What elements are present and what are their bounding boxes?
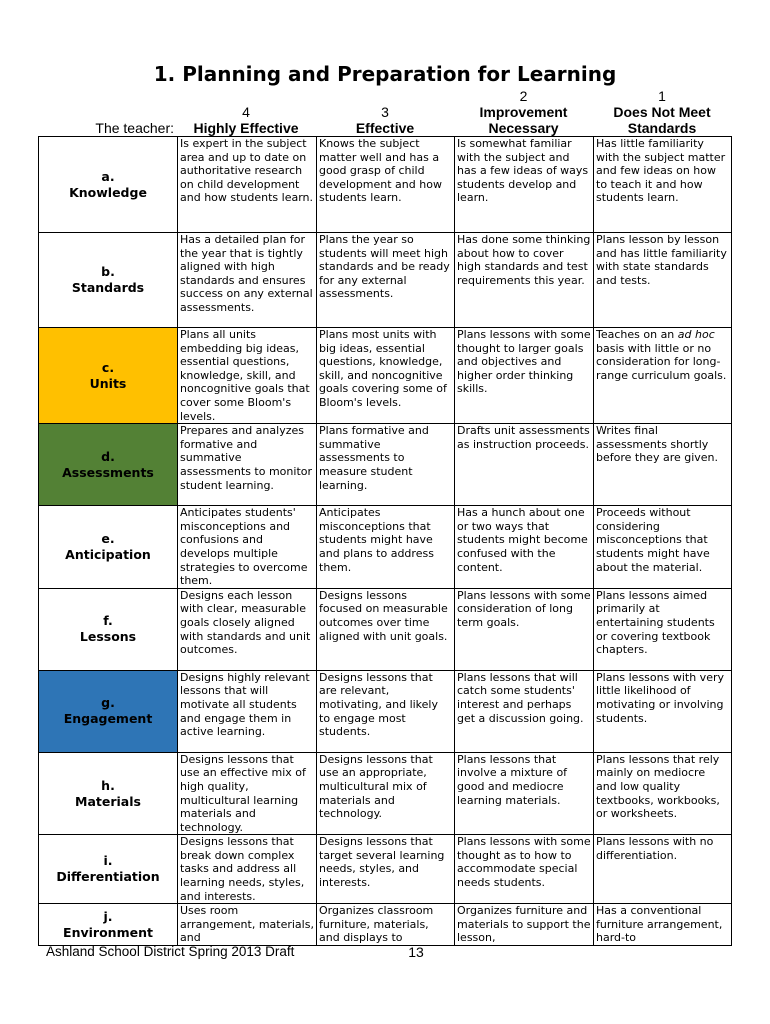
cell-does-not-meet: Proceeds without considering misconceptions that students might have about the material. [594, 506, 732, 589]
cell-highly-effective: Designs lessons that use an effective mix of high quality, multicultural learning materials and technology. [178, 752, 317, 835]
teacher-label: The teacher: [95, 120, 174, 136]
cell-does-not-meet: Writes final assessments shortly before they are given. [594, 424, 732, 506]
cell-improvement-necessary: Plans lessons with some thought as to how to accommodate special needs students. [455, 835, 594, 904]
cell-highly-effective: Designs highly relevant lessons that will motivate all students and engage them in active learning. [178, 670, 317, 752]
footer-district-label: Ashland School District Spring 2013 Draft [46, 944, 295, 959]
cell-does-not-meet: Plans lessons that rely mainly on mediocre and low quality textbooks, workbooks, or worksheets. [594, 752, 732, 835]
cell-does-not-meet: Plans lesson by lesson and has little familiarity with state standards and tests. [594, 233, 732, 328]
cell-effective: Anticipates misconceptions that students might have and plans to address them. [317, 506, 455, 589]
column-level: 1 [658, 88, 666, 104]
cell-highly-effective: Anticipates students' misconceptions and confusions and develops multiple strategies to overcome them. [178, 506, 317, 589]
column-level: 3 [381, 104, 389, 120]
cell-effective: Designs lessons that are relevant, motivating, and likely to engage most students. [317, 670, 455, 752]
criterion-knowledge: a. Knowledge [39, 137, 178, 233]
column-header-effective [316, 88, 454, 136]
criterion-environment: j. Environment [39, 904, 178, 946]
criterion-differentiation: i. Differentiation [39, 835, 178, 904]
table-row [39, 137, 732, 233]
table-row [39, 670, 732, 752]
table-row [39, 424, 732, 506]
table-row [39, 233, 732, 328]
table-row [39, 752, 732, 835]
cell-does-not-meet: Teaches on an ad hoc basis with little or no consideration for long-range curriculum goals. [594, 328, 732, 424]
table-row [39, 328, 732, 424]
column-name: Does Not Meet Standards [613, 104, 711, 136]
criterion-engagement: g. Engagement [39, 670, 178, 752]
rubric-table [38, 136, 732, 946]
table-row [39, 904, 732, 946]
cell-effective: Organizes classroom furniture, materials, and displays to [317, 904, 455, 946]
cell-improvement-necessary: Plans lessons with some thought to larger goals and objectives and higher order thinking skills. [455, 328, 594, 424]
table-row [39, 588, 732, 670]
criterion-assessments: d. Assessments [39, 424, 178, 506]
cell-improvement-necessary: Drafts unit assessments as instruction proceeds. [455, 424, 594, 506]
cell-effective: Designs lessons focused on measurable outcomes over time aligned with unit goals. [317, 588, 455, 670]
cell-improvement-necessary: Has a hunch about one or two ways that students might become confused with the content. [455, 506, 594, 589]
cell-improvement-necessary: Plans lessons with some consideration of long term goals. [455, 588, 594, 670]
cell-does-not-meet: Plans lessons with no differentiation. [594, 835, 732, 904]
criterion-lessons: f. Lessons [39, 588, 178, 670]
cell-does-not-meet: Has little familiarity with the subject matter and few ideas on how to teach it and how students learn. [594, 137, 732, 233]
column-header-does-not-meet-standards [593, 88, 731, 136]
column-header-improvement-necessary [454, 88, 593, 136]
cell-effective: Plans the year so students will meet high standards and be ready for any external assessments. [317, 233, 455, 328]
cell-effective: Designs lessons that use an appropriate, multicultural mix of materials and technology. [317, 752, 455, 835]
column-name: Improvement Necessary [479, 104, 568, 136]
cell-does-not-meet: Has a conventional furniture arrangement, hard-to [594, 904, 732, 946]
column-level: 2 [519, 88, 528, 104]
cell-highly-effective: Uses room arrangement, materials, and [178, 904, 317, 946]
criterion-anticipation: e. Anticipation [39, 506, 178, 589]
cell-improvement-necessary: Is somewhat familiar with the subject and has a few ideas of ways students develop and learn. [455, 137, 594, 233]
cell-highly-effective: Designs each lesson with clear, measurable goals closely aligned with standards and unit outcomes. [178, 588, 317, 670]
cell-effective: Plans most units with big ideas, essential questions, knowledge, skill, and noncognitive goals covering some of Bloom's levels. [317, 328, 455, 424]
cell-improvement-necessary: Plans lessons that will catch some students' interest and perhaps get a discussion going. [455, 670, 594, 752]
table-row [39, 835, 732, 904]
cell-highly-effective: Plans all units embedding big ideas, essential questions, knowledge, skill, and noncognitive goals that cover some Bloom's levels. [178, 328, 317, 424]
column-name: Highly Effective [193, 120, 299, 136]
table-row [39, 506, 732, 589]
cell-does-not-meet: Plans lessons with very little likelihood of motivating or involving students. [594, 670, 732, 752]
cell-does-not-meet: Plans lessons aimed primarily at entertaining students or covering textbook chapters. [594, 588, 732, 670]
cell-effective: Designs lessons that target several learning needs, styles, and interests. [317, 835, 455, 904]
column-level: 4 [242, 104, 250, 120]
criterion-standards: b. Standards [39, 233, 178, 328]
column-header-highly-effective [176, 88, 316, 136]
cell-effective: Plans formative and summative assessments to measure student learning. [317, 424, 455, 506]
page-number: 13 [408, 944, 424, 960]
criterion-materials: h. Materials [39, 752, 178, 835]
cell-effective: Knows the subject matter well and has a good grasp of child development and how students learn. [317, 137, 455, 233]
cell-highly-effective: Has a detailed plan for the year that is tightly aligned with high standards and ensures success on any external assessments. [178, 233, 317, 328]
cell-highly-effective: Prepares and analyzes formative and summative assessments to monitor student learning. [178, 424, 317, 506]
column-name: Effective [355, 120, 415, 136]
cell-improvement-necessary: Plans lessons that involve a mixture of good and mediocre learning materials. [455, 752, 594, 835]
criterion-units: c. Units [39, 328, 178, 424]
cell-highly-effective: Is expert in the subject area and up to date on authoritative research on child development and how students learn. [178, 137, 317, 233]
cell-improvement-necessary: Organizes furniture and materials to support the lesson, [455, 904, 594, 946]
cell-improvement-necessary: Has done some thinking about how to cover high standards and test requirements this year. [455, 233, 594, 328]
cell-highly-effective: Designs lessons that break down complex tasks and address all learning needs, styles, and interests. [178, 835, 317, 904]
page-title: 1. Planning and Preparation for Learning [153, 62, 617, 86]
